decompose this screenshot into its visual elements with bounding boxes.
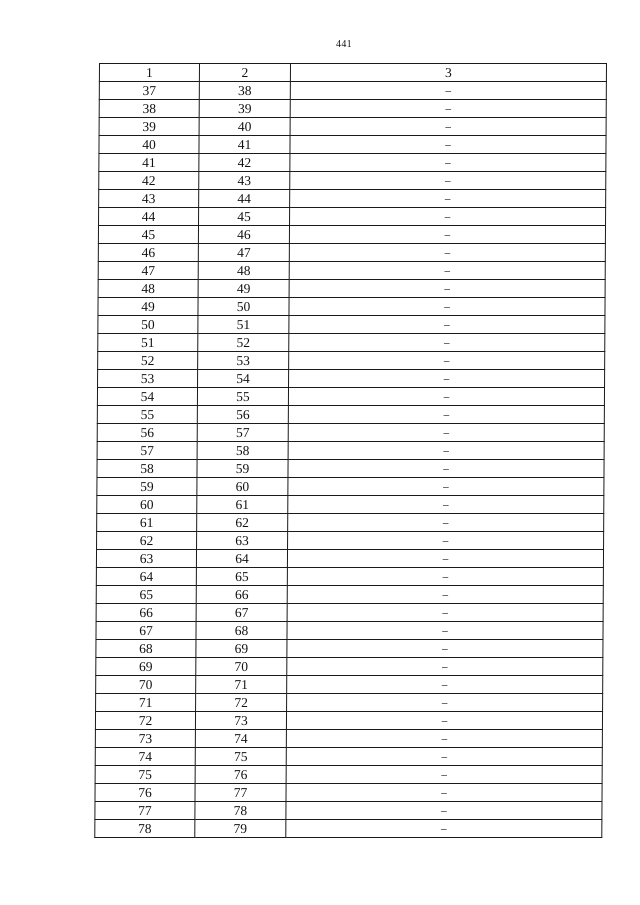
table-cell-col-2: 78 [195, 802, 286, 820]
table-cell-col-1: 46 [98, 244, 198, 262]
table-cell-col-1: 49 [98, 298, 198, 316]
table-cell-col-3: – [286, 802, 602, 820]
table-cell-col-2: 53 [198, 352, 289, 370]
table-cell-col-3: – [286, 784, 602, 802]
table-cell-col-3: – [288, 532, 604, 550]
table-cell-col-2: 76 [195, 766, 286, 784]
table-row [98, 280, 605, 298]
table-cell-col-1: 71 [96, 694, 196, 712]
table-cell-col-1: 44 [99, 208, 199, 226]
table-cell-col-3: – [288, 424, 604, 442]
table-cell-col-1: 65 [96, 586, 196, 604]
table-cell-col-3: – [289, 262, 605, 280]
table-cell-col-2: 45 [199, 208, 290, 226]
table-cell-col-2: 77 [195, 784, 286, 802]
table-cell-col-2: 74 [195, 730, 286, 748]
table-cell-col-3: – [288, 478, 604, 496]
table-row [97, 532, 604, 550]
table-cell-col-2: 38 [199, 82, 290, 100]
table-cell-col-1: 50 [98, 316, 198, 334]
table-row [96, 658, 603, 676]
table-cell-col-3: – [289, 226, 605, 244]
table-cell-col-1: 74 [95, 748, 195, 766]
table-cell-col-2: 75 [195, 748, 286, 766]
table-cell-col-2: 69 [196, 640, 287, 658]
table-cell-col-1: 48 [98, 280, 198, 298]
table-row [98, 370, 605, 388]
table-row [99, 190, 606, 208]
table-row [96, 568, 603, 586]
table-cell-col-2: 79 [195, 820, 286, 838]
table-cell-col-2: 73 [195, 712, 286, 730]
column-header-1: 1 [99, 64, 199, 82]
table-cell-col-2: 43 [199, 172, 290, 190]
table-cell-col-3: – [286, 748, 602, 766]
table-cell-col-1: 73 [95, 730, 195, 748]
table-cell-col-2: 70 [196, 658, 287, 676]
table-row [96, 586, 603, 604]
table-cell-col-3: – [290, 172, 606, 190]
table-cell-col-2: 50 [198, 298, 289, 316]
table-cell-col-1: 39 [99, 118, 199, 136]
table-cell-col-3: – [290, 118, 606, 136]
table-row [95, 712, 602, 730]
table-cell-col-2: 58 [197, 442, 288, 460]
table-row [95, 784, 602, 802]
table-cell-col-2: 41 [199, 136, 290, 154]
table-row [96, 604, 603, 622]
table-cell-col-1: 78 [95, 820, 195, 838]
table-row [99, 208, 606, 226]
table-cell-col-3: – [289, 316, 605, 334]
table-row [95, 820, 602, 838]
table-row [99, 136, 606, 154]
table-cell-col-1: 45 [98, 226, 198, 244]
table-row [97, 388, 604, 406]
table-row [97, 442, 604, 460]
table-cell-col-1: 76 [95, 784, 195, 802]
table-cell-col-3: – [286, 766, 602, 784]
table-cell-col-1: 37 [99, 82, 199, 100]
table-cell-col-3: – [287, 604, 603, 622]
table-cell-col-3: – [289, 334, 605, 352]
table-row [98, 226, 605, 244]
table-cell-col-3: – [290, 136, 606, 154]
table-row [96, 550, 603, 568]
table-cell-col-1: 51 [98, 334, 198, 352]
table-cell-col-2: 40 [199, 118, 290, 136]
table-cell-col-2: 54 [198, 370, 289, 388]
table-cell-col-1: 38 [99, 100, 199, 118]
table-cell-col-1: 58 [97, 460, 197, 478]
table-cell-col-3: – [287, 640, 603, 658]
table-cell-col-2: 51 [198, 316, 289, 334]
table-cell-col-2: 39 [199, 100, 290, 118]
table-row [99, 100, 606, 118]
table-cell-col-1: 57 [97, 442, 197, 460]
table-cell-col-2: 60 [197, 478, 288, 496]
table-cell-col-2: 56 [197, 406, 288, 424]
table-cell-col-2: 68 [196, 622, 287, 640]
table-cell-col-3: – [286, 820, 602, 838]
column-header-3: 3 [290, 64, 606, 82]
table-row [98, 244, 605, 262]
table-row [99, 118, 606, 136]
table-cell-col-3: – [286, 712, 602, 730]
table-row [95, 802, 602, 820]
table-cell-col-3: – [290, 154, 606, 172]
table-cell-col-3: – [287, 622, 603, 640]
table-row [96, 694, 603, 712]
table-cell-col-2: 72 [196, 694, 287, 712]
table-cell-col-2: 62 [197, 514, 288, 532]
table-cell-col-3: – [289, 352, 605, 370]
table-cell-col-3: – [289, 280, 605, 298]
table-cell-col-1: 64 [96, 568, 196, 586]
table-row [97, 478, 604, 496]
table-cell-col-1: 70 [96, 676, 196, 694]
table-row [97, 514, 604, 532]
table-cell-col-3: – [287, 586, 603, 604]
table-row [98, 334, 605, 352]
table-cell-col-1: 60 [97, 496, 197, 514]
table-cell-col-2: 63 [197, 532, 288, 550]
table-cell-col-1: 67 [96, 622, 196, 640]
table-cell-col-1: 40 [99, 136, 199, 154]
table-cell-col-3: – [288, 442, 604, 460]
table-cell-col-2: 67 [196, 604, 287, 622]
table-row [98, 298, 605, 316]
table-cell-col-2: 65 [196, 568, 287, 586]
column-header-2: 2 [199, 64, 290, 82]
table-row [99, 82, 606, 100]
table-cell-col-3: – [289, 244, 605, 262]
table-cell-col-3: – [288, 514, 604, 532]
table-cell-col-2: 42 [199, 154, 290, 172]
table-row [98, 316, 605, 334]
table-cell-col-2: 57 [197, 424, 288, 442]
table-cell-col-1: 72 [95, 712, 195, 730]
table-cell-col-2: 66 [196, 586, 287, 604]
table-cell-col-2: 48 [198, 262, 289, 280]
table-row [98, 262, 605, 280]
table-cell-col-3: – [287, 658, 603, 676]
table-header-row [99, 64, 606, 82]
table-row [97, 496, 604, 514]
table-cell-col-1: 47 [98, 262, 198, 280]
table-row [96, 676, 603, 694]
table-cell-col-1: 42 [99, 172, 199, 190]
table-row [97, 460, 604, 478]
table-cell-col-3: – [287, 550, 603, 568]
table-cell-col-2: 64 [196, 550, 287, 568]
table-cell-col-3: – [288, 460, 604, 478]
table-cell-col-3: – [288, 388, 604, 406]
table-cell-col-1: 53 [98, 370, 198, 388]
table-cell-col-1: 62 [97, 532, 197, 550]
table-row [95, 766, 602, 784]
table-cell-col-1: 66 [96, 604, 196, 622]
table-cell-col-1: 52 [98, 352, 198, 370]
table-cell-col-1: 59 [97, 478, 197, 496]
table-cell-col-3: – [289, 298, 605, 316]
table-cell-col-3: – [288, 406, 604, 424]
table-row [99, 172, 606, 190]
table-cell-col-3: – [286, 730, 602, 748]
table-cell-col-3: – [290, 100, 606, 118]
table-cell-col-2: 61 [197, 496, 288, 514]
table-row [98, 352, 605, 370]
table-row [96, 622, 603, 640]
table-cell-col-1: 43 [99, 190, 199, 208]
table-cell-col-2: 44 [199, 190, 290, 208]
table-cell-col-1: 75 [95, 766, 195, 784]
table-cell-col-3: – [290, 208, 606, 226]
table-row [96, 640, 603, 658]
data-table [94, 63, 607, 838]
table-cell-col-1: 63 [96, 550, 196, 568]
table-cell-col-2: 55 [197, 388, 288, 406]
table-cell-col-3: – [289, 370, 605, 388]
table-cell-col-3: – [287, 694, 603, 712]
table-cell-col-2: 46 [198, 226, 289, 244]
table-cell-col-1: 54 [97, 388, 197, 406]
table-cell-col-3: – [287, 568, 603, 586]
table-row [99, 154, 606, 172]
table-cell-col-3: – [287, 676, 603, 694]
table-cell-col-2: 47 [198, 244, 289, 262]
table-row [95, 730, 602, 748]
table-cell-col-3: – [290, 190, 606, 208]
table-cell-col-1: 61 [97, 514, 197, 532]
table-body [95, 82, 607, 838]
table-cell-col-2: 71 [196, 676, 287, 694]
table-cell-col-1: 69 [96, 658, 196, 676]
table-row [97, 406, 604, 424]
table-cell-col-1: 55 [97, 406, 197, 424]
page-number: 441 [336, 39, 352, 50]
table-cell-col-1: 77 [95, 802, 195, 820]
table-cell-col-1: 68 [96, 640, 196, 658]
table-row [97, 424, 604, 442]
table-cell-col-1: 41 [99, 154, 199, 172]
table-row [95, 748, 602, 766]
table-cell-col-3: – [290, 82, 606, 100]
table-cell-col-2: 59 [197, 460, 288, 478]
table-cell-col-1: 56 [97, 424, 197, 442]
table-cell-col-2: 52 [198, 334, 289, 352]
table-cell-col-2: 49 [198, 280, 289, 298]
table-cell-col-3: – [288, 496, 604, 514]
